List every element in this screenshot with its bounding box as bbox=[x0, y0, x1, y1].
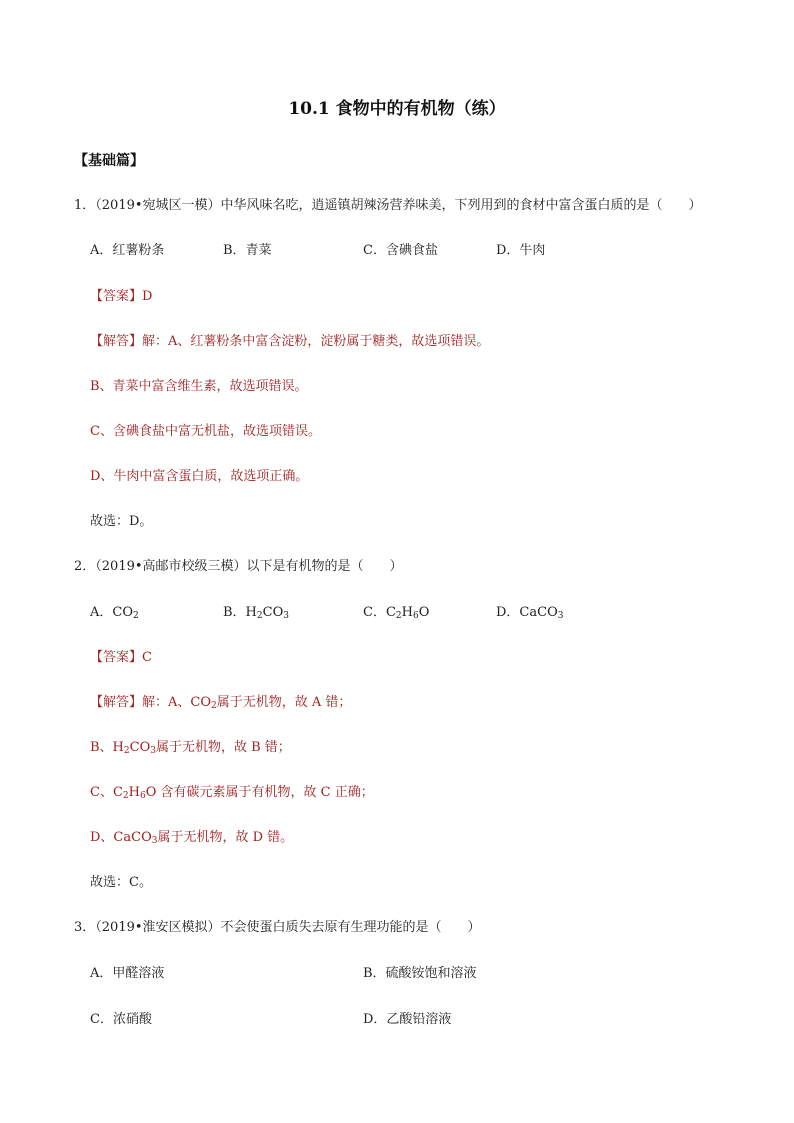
q1-option-b: B．青菜 bbox=[223, 243, 272, 258]
q2-analysis-a: 【解答】解：A、$CO_2$属于无机物，故 A 错； bbox=[90, 695, 352, 711]
answer-tag: 【答案】 bbox=[90, 650, 143, 665]
question-2-stem: 2．（2019•高邮市校级三模）以下是有机物的是（ ） bbox=[74, 559, 403, 574]
analysis-tag: 【解答】 bbox=[90, 695, 143, 710]
answer-tag: 【答案】 bbox=[90, 289, 143, 304]
q1-option-a: A．红薯粉条 bbox=[90, 243, 165, 258]
analysis-text: 解：A、红薯粉条中富含淀粉，淀粉属于糖类，故选项错误。 bbox=[142, 334, 490, 349]
q3-option-d: D．乙酸铅溶液 bbox=[363, 1012, 452, 1027]
q1-conclusion: 故选：D。 bbox=[90, 514, 153, 529]
q1-answer bbox=[90, 288, 152, 306]
answer-value: C bbox=[142, 650, 152, 665]
q2-option-a: A．$CO_2$ bbox=[90, 605, 139, 621]
q1-analysis-d: D、牛肉中富含蛋白质，故选项正确。 bbox=[90, 469, 309, 484]
q3-option-c: C．浓硝酸 bbox=[90, 1012, 152, 1027]
q2-option-b: B．$H_2CO_3$ bbox=[223, 605, 289, 621]
question-3-stem: 3．（2019•淮安区模拟）不会使蛋白质失去原有生理功能的是（ ） bbox=[74, 920, 481, 935]
q2-conclusion: 故选：C。 bbox=[90, 875, 152, 890]
q1-analysis-b: B、青菜中富含维生素，故选项错误。 bbox=[90, 379, 308, 394]
q2-answer bbox=[90, 649, 152, 667]
page-title: 10.1 食物中的有机物（练） bbox=[288, 99, 506, 119]
q1-option-c: C．含碘食盐 bbox=[363, 243, 438, 258]
analysis-tag: 【解答】 bbox=[90, 334, 143, 349]
q1-analysis-c: C、含碘食盐中富无机盐，故选项错误。 bbox=[90, 424, 321, 439]
q1-option-d: D．牛肉 bbox=[496, 243, 546, 258]
section-heading: 【基础篇】 bbox=[74, 153, 144, 169]
q3-option-a: A．甲醛溶液 bbox=[90, 966, 165, 981]
q2-analysis-c: C、$C_2H_6O$ 含有碳元素属于有机物，故 C 正确； bbox=[90, 785, 374, 801]
q2-analysis-b: B、$H_2CO_3$属于无机物，故 B 错； bbox=[90, 740, 291, 756]
question-1-stem: 1．（2019•宛城区一模）中华风味名吃，逍遥镇胡辣汤营养味美，下列用到的食材中富含蛋白质的是（ ） bbox=[74, 198, 702, 213]
q3-option-b: B．硫酸铵饱和溶液 bbox=[363, 966, 477, 981]
answer-value: D bbox=[142, 289, 153, 304]
q2-option-c: C．$C_2H_6O$ bbox=[363, 605, 430, 621]
q1-analysis-first bbox=[90, 333, 489, 351]
q2-analysis-d: D、CaCO$_3$属于无机物，故 D 错。 bbox=[90, 830, 294, 846]
q2-option-d: D．CaCO$_3$ bbox=[496, 605, 564, 621]
